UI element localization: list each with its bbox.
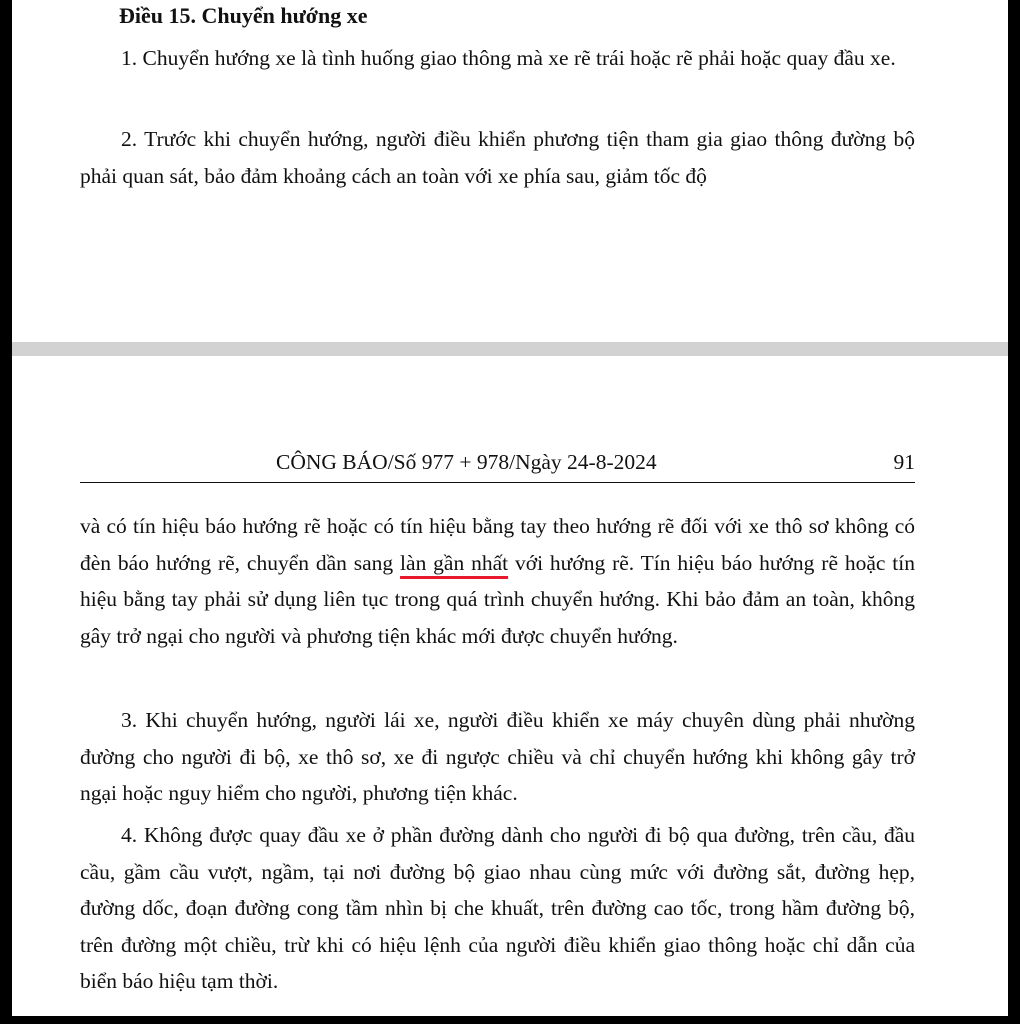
page-90 [12,0,1008,342]
page-number: 91 [893,450,915,474]
page-91 [12,356,1008,1016]
red-underlined-phrase: làn gần nhất [400,550,509,575]
paragraph-2-continuation [80,508,915,654]
page-separator [12,342,1008,356]
paragraph-1: 1. Chuyển hướng xe là tình huống giao thông mà xe rẽ trái hoặc rẽ phải hoặc quay đầu xe. [121,46,896,70]
article-heading: Điều 15. Chuyển hướng xe [119,3,368,28]
running-header [80,446,915,478]
continuation-text-after: với hướng rẽ. Tín hiệu báo hướng rẽ hoặc tín hiệu bằng tay phải sử dụng liên tục trong quá trình chuyển hướng. Khi bảo đảm an toàn, không gây trở ngại cho người và phương tiện khác mới được chuyển hướng. [80,550,915,648]
continuation-text-before: và có tín hiệu báo hướng rẽ hoặc có tín hiệu bằng tay theo hướng rẽ đối với xe thô sơ không có đèn báo hướng rẽ, chuyển dần sang [80,514,915,575]
gazette-title: CÔNG BÁO/Số 977 + 978/Ngày 24-8-2024 [276,450,657,474]
paragraph-3: 3. Khi chuyển hướng, người lái xe, người điều khiển xe máy chuyên dùng phải nhường đường cho người đi bộ, xe thô sơ, xe đi ngược chiều và chỉ chuyển hướng khi không gây trở ngại hoặc nguy hiểm cho người, phương tiện khác. [80,708,915,805]
header-rule [80,482,915,483]
paragraph-2-start: 2. Trước khi chuyển hướng, người điều khiển phương tiện tham gia giao thông đường bộ phải quan sát, bảo đảm khoảng cách an toàn với xe phía sau, giảm tốc độ [80,127,915,188]
paragraph-4: 4. Không được quay đầu xe ở phần đường dành cho người đi bộ qua đường, trên cầu, đầu cầu, gầm cầu vượt, ngầm, tại nơi đường bộ giao nhau cùng mức với đường sắt, đường hẹp, đường dốc, đoạn đường cong tầm nhìn bị che khuất, trên đường cao tốc, trong hầm đường bộ, trên đường một chiều, trừ khi có hiệu lệnh của người điều khiển giao thông hoặc chỉ dẫn của biển báo hiệu tạm thời. [80,823,915,993]
